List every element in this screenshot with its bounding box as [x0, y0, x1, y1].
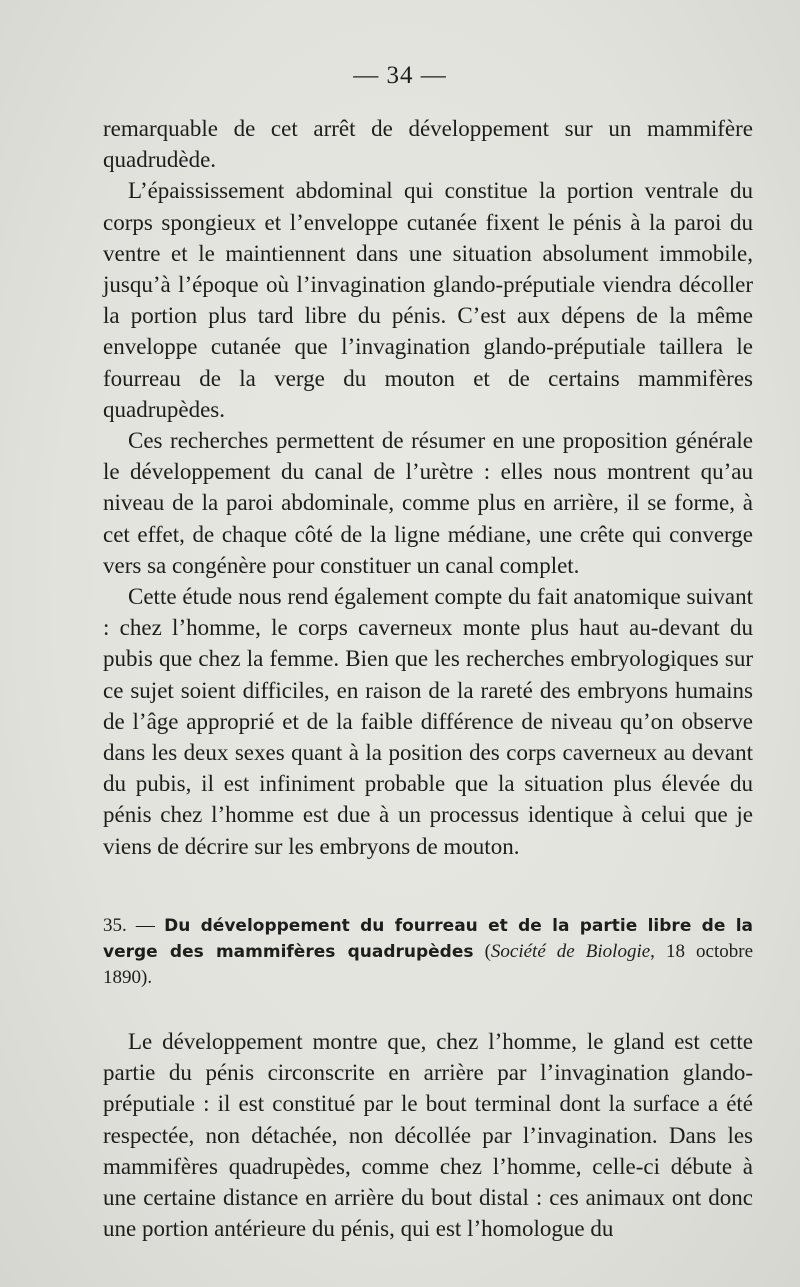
paragraph: L’épaississement abdominal qui constitue la portion ventrale du corps spongieux et l’enveloppe cutanée fixent le pénis à la paroi du ventre et le maintiennent dans une situation absolument immobile, jusqu’à l’époque où l’invagination glando-préputiale viendra décoller la portion plus tard libre du pénis. C’est aux dépens de la même enveloppe cutanée que l’invagination glando-préputiale taillera le fourreau de la verge du mouton et de certains mammifères quadrupèdes. [103, 178, 753, 422]
paragraph-continuation: remarquable de cet arrêt de développement sur un mammifère quadrudède. [103, 116, 753, 173]
section-body [103, 1026, 753, 1244]
paragraph: Le développement montre que, chez l’homme, le gland est cette partie du pénis circonscrite en arrière par l’invagination glando-préputiale : il est constitué par le bout terminal dont la surface a été respectée, non détachée, non décollée par l’invagination. Dans les mammifères quadrupèdes, comme chez l’homme, celle-ci débute à une certaine distance en arrière du bout distal : ces animaux ont donc une portion antérieure du pénis, qui est l’homologue du [103, 1029, 753, 1242]
paragraph: Ces recherches permettent de résumer en une proposition générale le développement du canal de l’urètre : elles nous montrent qu’au niveau de la paroi abdominale, comme plus en arrière, il se forme, à cet effet, de chaque côté de la ligne médiane, une crête qui converge vers sa congénère pour constituer un canal complet. [103, 428, 753, 578]
section-publication: Société de Biologie [490, 941, 651, 962]
section-date: , 18 octobre 1890). [103, 941, 753, 988]
section-heading [103, 913, 753, 990]
section-number: 35. — [103, 915, 155, 936]
page-number: — 34 — [353, 62, 447, 89]
section-title: Du développement du fourreau et de la partie libre de la verge des mammifères quadrupèdes [103, 916, 754, 962]
paragraph: Cette étude nous rend également compte du fait anatomique suivant : chez l’homme, le corps caverneux monte plus haut au-devant du pubis que chez la femme. Bien que les recherches embryologiques sur ce sujet soient difficiles, en raison de la rareté des embryons humains de l’âge approprié et de la faible différence de niveau qu’on observe dans les deux sexes quant à la position des corps caverneux au devant du pubis, il est infiniment probable que la situation plus élevée du pénis chez l’homme est due à un processus identique à celui que je viens de décrire sur les embryons de mouton. [103, 584, 753, 859]
main-text [103, 113, 753, 862]
section-open-paren: ( [484, 941, 491, 962]
